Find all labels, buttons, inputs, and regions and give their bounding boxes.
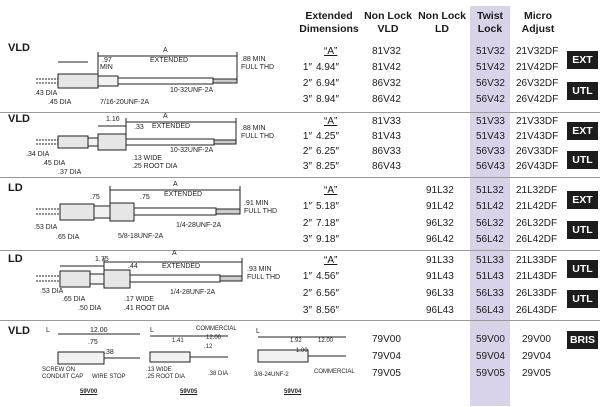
- dimension-step: 1″: [302, 131, 312, 142]
- dim-label: .25 ROOT DIA: [132, 163, 178, 170]
- part-number: 86V32: [372, 78, 401, 89]
- part-caption: 59V00: [80, 389, 98, 395]
- ext-badge: EXT: [567, 122, 598, 140]
- dim-label: .45 DIA: [42, 160, 66, 167]
- part-number: 86V42: [372, 94, 401, 105]
- part-number: 29V04: [522, 351, 551, 362]
- dim-label: .41 ROOT DIA: [124, 305, 170, 312]
- part-number: 21V42DF: [516, 62, 559, 73]
- dimension-step: 1″: [302, 62, 312, 73]
- part-number: 96L32: [426, 218, 454, 229]
- part-number: 26L43DF: [516, 305, 558, 316]
- dim-label: .37 DIA: [58, 169, 82, 176]
- dim-label: 5/8-18UNF-2A: [118, 233, 164, 240]
- section-label: VLD: [8, 325, 30, 337]
- part-number: 26V42DF: [516, 94, 559, 105]
- part-caption: 59V05: [180, 389, 198, 395]
- dim-label: EXTENDED: [162, 263, 201, 270]
- part-number: 81V33: [372, 116, 401, 127]
- dimension-value: 9.18″: [316, 234, 340, 245]
- part-number: 51V33: [476, 116, 505, 127]
- dimension-header: “A”: [324, 116, 338, 127]
- dim-label: .91 MIN: [244, 200, 269, 207]
- dim-label: .93 MIN: [247, 266, 272, 273]
- part-number: 21V33DF: [516, 116, 559, 127]
- part-number: 56V42: [476, 94, 505, 105]
- part-number: 51V42: [476, 62, 505, 73]
- section-label: VLD: [8, 42, 30, 54]
- bris-badge: BRIS: [567, 331, 598, 349]
- header-line: Extended: [305, 10, 353, 22]
- dim-label: A: [172, 250, 177, 257]
- dim-label: .75: [90, 194, 100, 201]
- part-number: 29V05: [522, 368, 551, 379]
- dim-label: A: [163, 47, 168, 54]
- dim-label: 12.00: [90, 327, 108, 334]
- part-number: 51L33: [476, 255, 504, 266]
- dimension-header: “A”: [324, 255, 338, 266]
- header-line: Twist: [476, 10, 504, 22]
- utl-badge: UTL: [567, 151, 598, 169]
- part-number: 81V42: [372, 62, 401, 73]
- part-number: 56V43: [476, 161, 505, 172]
- dim-label: WIRE STOP: [92, 374, 126, 380]
- dimension-value: 8.94″: [316, 94, 340, 105]
- header-line: Lock: [477, 23, 503, 35]
- dim-label: .38 DIA: [208, 371, 229, 377]
- dim-label: .34 DIA: [26, 151, 50, 158]
- header-line: Non Lock: [364, 10, 412, 22]
- dimension-value: 6.56″: [316, 288, 340, 299]
- section-label: LD: [8, 182, 23, 194]
- dimension-step: 1″: [302, 201, 312, 212]
- part-caption: 59V04: [284, 389, 302, 395]
- part-number: 81V43: [372, 131, 401, 142]
- part-number: 21L33DF: [516, 255, 558, 266]
- dimension-header: “A”: [324, 185, 338, 196]
- part-number: 56L42: [476, 234, 504, 245]
- dim-label: 1.92: [290, 338, 302, 344]
- dimension-value: 6.25″: [316, 146, 340, 157]
- dim-label: 1.16: [106, 116, 120, 123]
- dim-label: .65 DIA: [56, 234, 80, 241]
- dimension-value: 8.25″: [316, 161, 340, 172]
- dim-label: 10-32UNF-2A: [170, 147, 214, 154]
- dim-label: COMMERCIAL: [196, 326, 237, 332]
- dimension-value: 8.56″: [316, 305, 340, 316]
- dim-label: .25 ROOT DIA: [146, 374, 185, 380]
- dim-label: .97: [102, 57, 112, 64]
- dimension-step: 1″: [302, 271, 312, 282]
- dim-label: .17 WIDE: [124, 296, 154, 303]
- dim-label: CONDUIT CAP: [42, 374, 84, 380]
- part-number: 59V00: [476, 334, 505, 345]
- dim-label: .44: [128, 263, 138, 270]
- dim-label: .43 DIA: [34, 90, 58, 97]
- dim-label: L: [256, 328, 260, 335]
- dim-label: L: [150, 327, 154, 334]
- utl-badge: UTL: [567, 82, 598, 100]
- dimension-step: 3″: [302, 234, 312, 245]
- header-line: Micro: [523, 10, 552, 22]
- part-number: 91L43: [426, 271, 454, 282]
- utl-badge: UTL: [567, 290, 598, 308]
- dim-label: .88 MIN: [241, 125, 266, 132]
- part-number: 79V04: [372, 351, 401, 362]
- part-number: 96L42: [426, 234, 454, 245]
- dim-label: EXTENDED: [164, 191, 203, 198]
- header-line: LD: [435, 23, 449, 35]
- part-number: 79V00: [372, 334, 401, 345]
- dim-label: FULL THD: [241, 133, 275, 140]
- dim-label: .53 DIA: [34, 224, 58, 231]
- dim-label: COMMERCIAL: [314, 369, 355, 375]
- part-number: 81V32: [372, 46, 401, 57]
- dim-label: 1.00: [296, 348, 308, 354]
- dim-label: 1/4-28UNF-2A: [170, 289, 216, 296]
- dim-label: 3/8-24UNF-2: [254, 372, 289, 378]
- dim-label: EXTENDED: [152, 123, 191, 130]
- utl-badge: UTL: [567, 260, 598, 278]
- dim-label: .75: [140, 194, 150, 201]
- dimension-header: “A”: [324, 46, 338, 57]
- part-number: 96L43: [426, 305, 454, 316]
- dim-label: A: [163, 113, 168, 120]
- part-number: 91L33: [426, 255, 454, 266]
- header-line: Dimensions: [299, 23, 359, 35]
- part-number: 21L42DF: [516, 201, 558, 212]
- part-number: 51L43: [476, 271, 504, 282]
- header-line: Non Lock: [418, 10, 466, 22]
- dim-label: A: [173, 181, 178, 188]
- dim-label: FULL THD: [244, 208, 278, 215]
- part-number: 59V04: [476, 351, 505, 362]
- ext-badge: EXT: [567, 51, 598, 69]
- utl-badge: UTL: [567, 221, 598, 239]
- part-number: 86V33: [372, 146, 401, 157]
- header-line: VLD: [377, 23, 399, 35]
- dim-label: .75: [88, 339, 98, 346]
- dim-label: .12: [204, 344, 213, 350]
- part-number: 26V33DF: [516, 146, 559, 157]
- dimension-value: 4.25″: [316, 131, 340, 142]
- part-number: 56L32: [476, 218, 504, 229]
- part-number: 91L42: [426, 201, 454, 212]
- dim-label: 10-32UNF-2A: [170, 87, 214, 94]
- dim-label: .53 DIA: [40, 288, 64, 295]
- part-number: 26L42DF: [516, 234, 558, 245]
- dimension-step: 3″: [302, 305, 312, 316]
- dimension-step: 3″: [302, 161, 312, 172]
- part-number: 26L33DF: [516, 288, 558, 299]
- part-number: 21L32DF: [516, 185, 558, 196]
- dim-label: .65 DIA: [62, 296, 86, 303]
- part-number: 86V43: [372, 161, 401, 172]
- dim-label: FULL THD: [241, 64, 275, 71]
- part-number: 96L33: [426, 288, 454, 299]
- dim-label: 1.75: [95, 256, 109, 263]
- section-label: VLD: [8, 113, 30, 125]
- dim-label: .50 DIA: [78, 305, 102, 312]
- dimension-value: 4.56″: [316, 271, 340, 282]
- part-number: 26V43DF: [516, 161, 559, 172]
- dim-label: MIN: [100, 64, 113, 71]
- dim-label: 12.00: [318, 338, 334, 344]
- dimension-step: 2″: [302, 146, 312, 157]
- header-line: Adjust: [521, 23, 555, 35]
- dimension-step: 2″: [302, 78, 312, 89]
- part-number: 56V32: [476, 78, 505, 89]
- part-number: 51L32: [476, 185, 504, 196]
- part-number: 21V43DF: [516, 131, 559, 142]
- dim-label: .38: [104, 349, 114, 356]
- dim-label: FULL THD: [247, 274, 281, 281]
- dimension-step: 3″: [302, 94, 312, 105]
- dimension-step: 2″: [302, 288, 312, 299]
- dim-label: L: [46, 327, 50, 334]
- ext-badge: EXT: [567, 191, 598, 209]
- part-number: 29V00: [522, 334, 551, 345]
- part-number: 56L43: [476, 305, 504, 316]
- part-number: 79V05: [372, 368, 401, 379]
- part-number: 59V05: [476, 368, 505, 379]
- dim-label: .45 DIA: [48, 99, 72, 106]
- part-number: 51V32: [476, 46, 505, 57]
- dim-label: .88 MIN: [241, 56, 266, 63]
- dim-label: .33: [134, 124, 144, 131]
- part-number: 26V32DF: [516, 78, 559, 89]
- dim-label: 1/4-28UNF-2A: [176, 222, 222, 229]
- dim-label: SCREW ON: [42, 367, 75, 373]
- part-number: 21L43DF: [516, 271, 558, 282]
- dim-label: .13 WIDE: [146, 367, 172, 373]
- dim-label: .13 WIDE: [132, 155, 162, 162]
- part-number: 26L32DF: [516, 218, 558, 229]
- dim-label: EXTENDED: [150, 57, 189, 64]
- part-number: 56L33: [476, 288, 504, 299]
- part-number: 21V32DF: [516, 46, 559, 57]
- dimension-value: 7.18″: [316, 218, 340, 229]
- dimension-step: 2″: [302, 218, 312, 229]
- dimension-value: 4.94″: [316, 62, 340, 73]
- dim-label: 7/16-20UNF-2A: [100, 99, 150, 106]
- dim-label: 1.41: [172, 338, 184, 344]
- dim-label: 12.00: [206, 335, 222, 341]
- section-label: LD: [8, 253, 23, 265]
- part-number: 56V33: [476, 146, 505, 157]
- part-number: 51V43: [476, 131, 505, 142]
- part-number: 91L32: [426, 185, 454, 196]
- dimension-value: 5.18″: [316, 201, 340, 212]
- part-number: 51L42: [476, 201, 504, 212]
- dimension-value: 6.94″: [316, 78, 340, 89]
